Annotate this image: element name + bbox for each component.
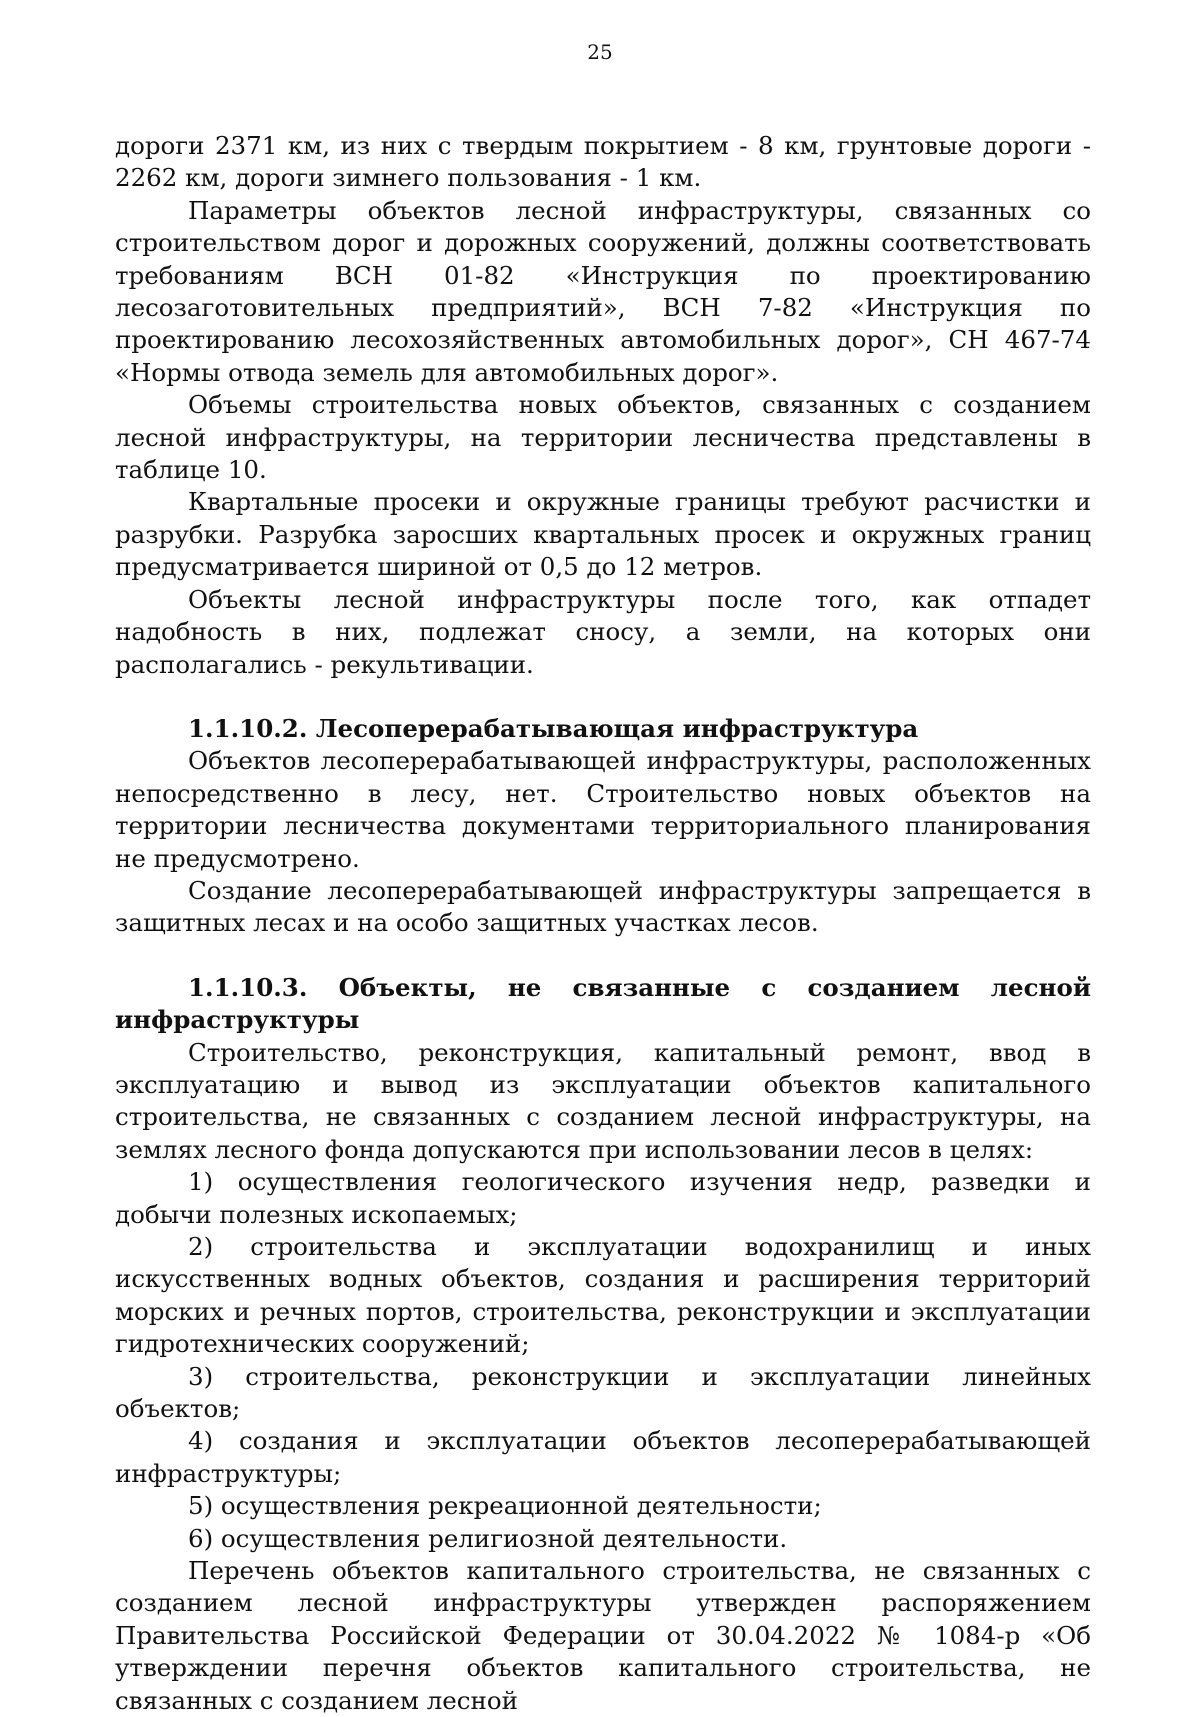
paragraph-wood-processing-prohibited: Создание лесоперерабатывающей инфраструктуры запрещается в защитных лесах и на особо защитных участках лесов. (115, 875, 1091, 938)
paragraph-demolition: Объекты лесной инфраструктуры после того, как отпадет надобность в них, подлежат сносу, а земли, на которых они располагались - рекультивации. (115, 584, 1091, 679)
list-item: 6) осуществления религиозной деятельности. (188, 1523, 788, 1553)
section-gap (115, 681, 1091, 713)
paragraph-road-parameters: Параметры объектов лесной инфраструктуры, связанных со строительством дорог и дорожных сооружений, должны соответствовать требованиям ВСН 01-82 «Инструкция по проектированию лесозаготовительных предприятий», ВСН 7-82 «Инструкция по проектированию лесохозяйственных автомобильных дорог», СН 467-74 «Нормы отвода земель для автомобильных дорог». (115, 195, 1091, 387)
page-number: 25 (587, 40, 613, 64)
list-item: 3) строительства, реконструкции и эксплуатации линейных объектов; (115, 1361, 1091, 1424)
paragraph-clearings: Квартальные просеки и окружные границы требуют расчистки и разрубки. Разрубка заросших квартальных просек и окружных границ предусматривается шириной от 0,5 до 12 метров. (115, 487, 1091, 582)
section-heading-wood-processing: 1.1.10.2. Лесоперерабатывающая инфраструктура (188, 713, 919, 743)
paragraph-wood-processing-none: Объектов лесоперерабатывающей инфраструктуры, расположенных непосредственно в лесу, нет. Строительство новых объектов на территории лесничества документами территориального планирования не предусмотрено. (115, 746, 1091, 873)
section-heading-non-forest-objects: 1.1.10.3. Объекты, не связанные с созданием лесной инфраструктуры (115, 972, 1091, 1035)
paragraph-roads-length: дороги 2371 км, из них с твердым покрытием - 8 км, грунтовые дороги - 2262 км, дороги зимнего пользования - 1 км. (115, 131, 1091, 193)
paragraph-government-order: Перечень объектов капитального строительства, не связанных с созданием лесной инфраструктуры утвержден распоряжением Правительства Российской Федерации от 30.04.2022 № 1084-р «Об утверждении перечня объектов капитального строительства, не связанных с созданием лесной (115, 1556, 1091, 1715)
list-item: 2) строительства и эксплуатации водохранилищ и иных искусственных водных объектов, создания и расширения территорий морских и речных портов, строительства, реконструкции и эксплуатации гидротехнических сооружений; (115, 1232, 1091, 1359)
paragraph-construction-volumes: Объемы строительства новых объектов, связанных с созданием лесной инфраструктуры, на территории лесничества представлены в таблице 10. (115, 390, 1091, 485)
document-body (115, 130, 1091, 1717)
section-gap (115, 940, 1091, 972)
paragraph-allowed-purposes: Строительство, реконструкция, капитальный ремонт, ввод в эксплуатацию и вывод из эксплуатации объектов капитального строительства, не связанных с созданием лесной инфраструктуры, на землях лесного фонда допускаются при использовании лесов в целях: (115, 1037, 1091, 1164)
list-item: 5) осуществления рекреационной деятельности; (188, 1491, 822, 1521)
list-item: 4) создания и эксплуатации объектов лесоперерабатывающей инфраструктуры; (115, 1426, 1091, 1488)
list-item: 1) осуществления геологического изучения недр, разведки и добычи полезных ископаемых; (115, 1167, 1091, 1229)
